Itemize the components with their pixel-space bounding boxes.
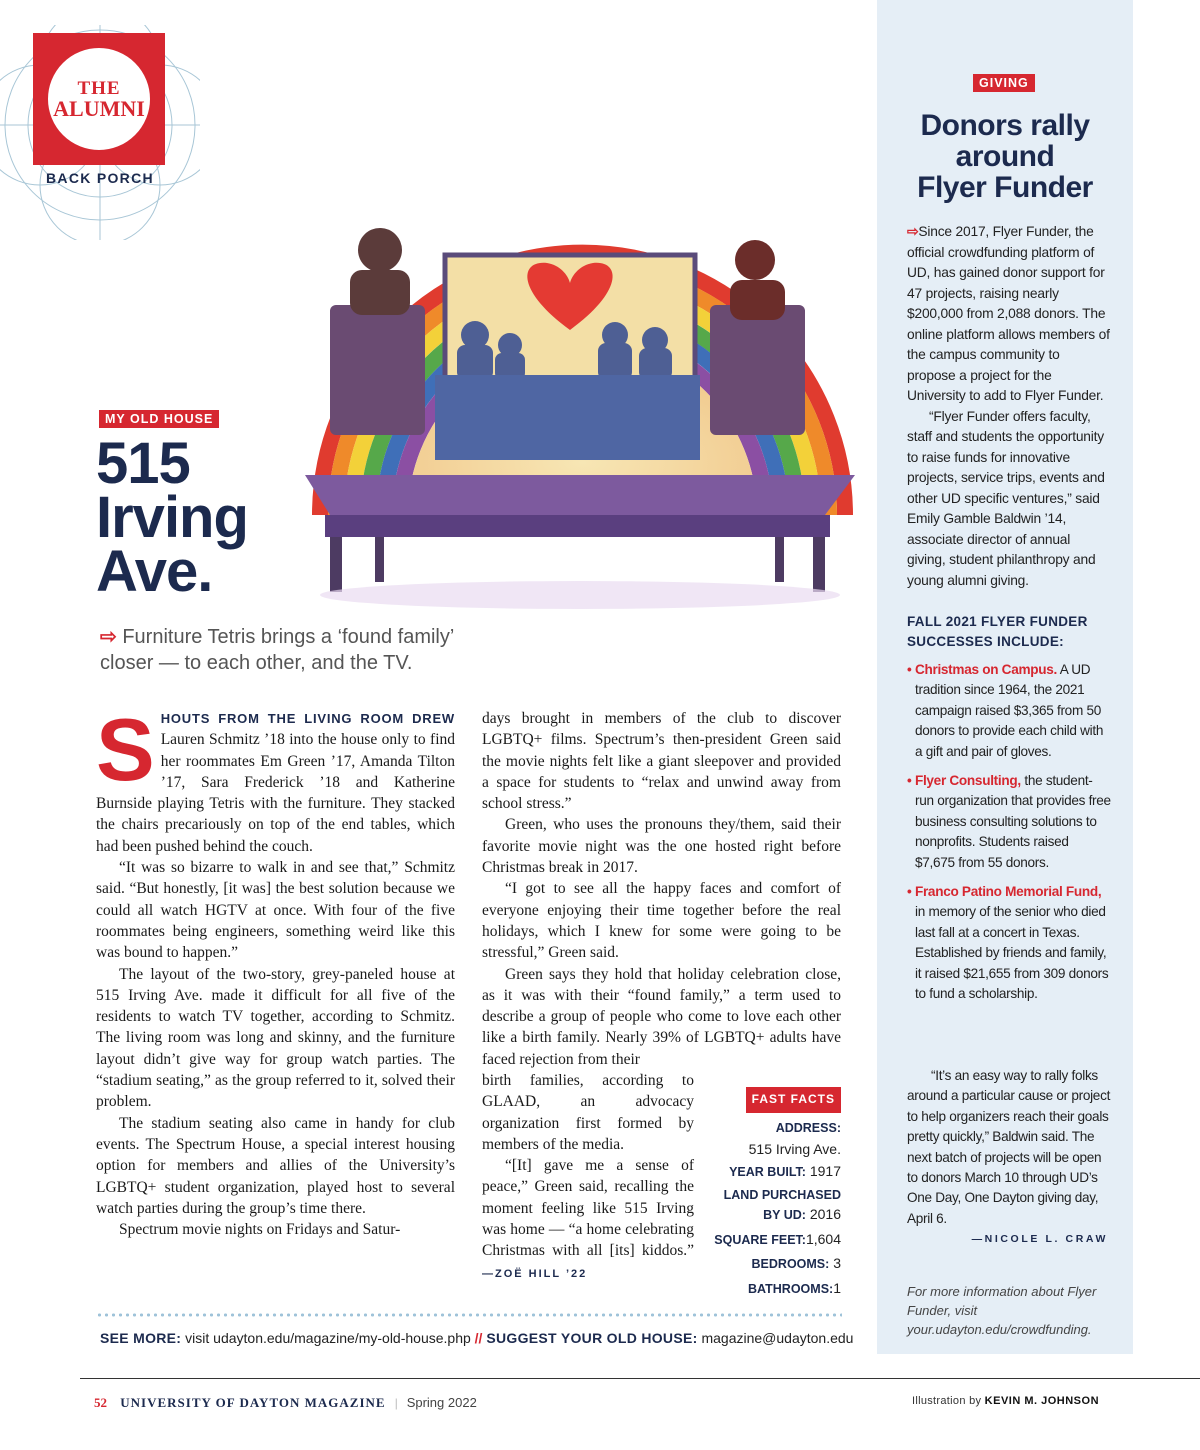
successes-list: [907, 660, 1111, 1014]
paragraph-9: Green says they hold that holiday celebration close, as it was with their “found family,” a term used to describe a group of people who come to love each other like a birth family. Nearly 39% of LGBTQ+ adults have faced rejection from their: [482, 965, 841, 1068]
see-more-link[interactable]: visit udayton.edu/magazine/my-old-house.php: [185, 1330, 471, 1346]
list-item: • Christmas on Campus. A UD tradition since 1964, the 2021 campaign raised $3,365 from 50 donors to provide each child with a gift and pair of gloves.: [907, 662, 1104, 759]
logo-line-2: ALUMNI: [53, 95, 145, 121]
dotted-divider: [96, 1313, 842, 1317]
suggest-email-link[interactable]: magazine@udayton.edu: [701, 1330, 854, 1346]
issue-date: Spring 2022: [406, 1395, 477, 1410]
bathrooms-value: 1: [833, 1279, 841, 1296]
bedrooms-value: 3: [833, 1255, 841, 1271]
sidebar-title: [890, 110, 1120, 203]
credit-name: KEVIN M. JOHNSON: [984, 1395, 1100, 1407]
list-item: • Flyer Consulting, the student-run organization that provides free business consulting solutions to nonprofits. Students raised $7,675 from 55 donors.: [907, 773, 1111, 870]
sidebar-subhead: [907, 612, 1111, 652]
sidebar-subhead-line-1: FALL 2021 FLYER FUNDER: [907, 614, 1088, 629]
year-value: 1917: [809, 1162, 841, 1179]
story-tag: MY OLD HOUSE: [99, 410, 219, 428]
lead-in: HOUTS FROM THE LIVING ROOM DREW: [160, 711, 455, 726]
item-name: Flyer Consulting,: [914, 773, 1021, 789]
bathrooms-label: BATHROOMS:: [748, 1281, 834, 1296]
suggest-label: SUGGEST YOUR OLD HOUSE:: [486, 1330, 698, 1346]
see-more-label: SEE MORE:: [100, 1330, 182, 1346]
bedrooms-label: BEDROOMS:: [751, 1257, 830, 1271]
paragraph-5: Spectrum movie nights on Fridays and Satur-: [119, 1221, 401, 1239]
sidebar-signature: —NICOLE L. CRAW: [971, 1233, 1108, 1245]
paragraph-10: birth families, according to GLAAD, an advocacy organization first formed by members of the media.: [482, 1072, 694, 1153]
page-number: 52: [94, 1395, 107, 1410]
sidebar-title-line-1: Donors rally: [920, 109, 1090, 142]
paragraph-1: Lauren Schmitz ’18 into the house only to find her roommates Em Green ’17, Amanda Tilton ’17, Sara Frederick ’18 and Katherine Burnside playing Tetris with the furniture. They stacked the chairs precariously on top of the end tables, which had been pushed behind the couch.: [96, 731, 455, 855]
story-column-2: [482, 708, 841, 1070]
item-text: A UD tradition since 1964, the 2021 campaign raised $3,365 from 50 donors to provide each child with a gift and pair of gloves.: [915, 662, 1104, 759]
magazine-name: UNIVERSITY OF DAYTON MAGAZINE: [120, 1395, 386, 1410]
item-text: the student-run organization that provides free business consulting solutions to nonprofits. Students raised $7,675 from 55 donors.: [915, 773, 1111, 870]
sidebar-tag: GIVING: [973, 74, 1035, 92]
paragraph-8: “I got to see all the happy faces and comfort of everyone enjoying their time together before the real holidays, which I knew for some were going to be stressful,” Green said.: [482, 880, 841, 962]
paragraph-3: The layout of the two-story, grey-paneled house at 515 Irving Ave. made it difficult for all five of the residents to watch TV together, according to Schmitz. The living room was long and skinny, and the furniture layout didn’t give way for group watch parties. The “stadium seating,” as the group referred to it, solved their problem.: [96, 965, 455, 1111]
paragraph-4: The stadium seating also came in handy for club events. The Spectrum House, a special interest housing option for members and allies of the University’s LGBTQ+ student organization, played host to several watch parties during the group’s time there.: [96, 1114, 455, 1217]
sidebar-subhead-line-2: SUCCESSES INCLUDE:: [907, 634, 1064, 649]
sqft-label: SQUARE FEET:: [714, 1232, 806, 1247]
title-line-1: 515: [96, 431, 190, 496]
credit-prefix: Illustration by: [912, 1395, 982, 1407]
rainbow-illustration: [285, 185, 880, 615]
paragraph-2: “It was so bizarre to walk in and see that,” Schmitz said. “But honestly, [it was] the best solution because we could all watch HGTV at once. With four of the five roommates being engineers, something weird like this was bound to happen.”: [96, 859, 455, 962]
address-value: 515 Irving Ave.: [748, 1141, 841, 1157]
story-title: [96, 431, 248, 604]
land-label-1: LAND PURCHASED: [723, 1188, 841, 1202]
sidebar-title-line-2: around: [955, 140, 1055, 173]
logo-line-1: THE: [77, 77, 121, 99]
sidebar-quote-text: “It’s an easy way to rally folks around a particular cause or project to help organizers reach their goals pretty quickly,” Baldwin said. The next batch of projects will be open to donors March 10 through UD’s One Day, One Dayton giving day, April 6.: [907, 1068, 1111, 1226]
item-name: Christmas on Campus.: [914, 662, 1057, 677]
arrow-icon: ⇨: [100, 626, 117, 648]
deck-text: Furniture Tetris brings a ‘found family’ closer — to each other, and the TV.: [100, 626, 454, 674]
sqft-value: 1,604: [805, 1230, 841, 1247]
sidebar-more-info: For more information about Flyer Funder, visit your.udayton.edu/crowdfunding.: [907, 1284, 1097, 1337]
paragraph-7: Green, who uses the pronouns they/them, said their favorite movie night was the one hosted right before Christmas break in 2017.: [482, 816, 841, 877]
list-item: • Franco Patino Memorial Fund, in memory of the senior who died last fall at a concert in Texas. Established by friends and family, it raised $21,655 from 309 donors to fund a scholarship.: [907, 884, 1109, 1002]
the-alumni-logo: [46, 46, 152, 152]
arrow-icon: ⇨: [907, 224, 919, 239]
sidebar-quote: [907, 1066, 1111, 1229]
item-name: Franco Patino Memorial Fund,: [914, 884, 1102, 900]
story-column-2-narrow: [482, 1070, 694, 1285]
section-label: BACK PORCH: [46, 170, 154, 186]
land-value: 2016: [809, 1206, 841, 1222]
address-label: ADDRESS:: [775, 1120, 841, 1135]
fast-facts-tag: FAST FACTS: [746, 1087, 841, 1113]
sidebar-paragraph-1: Since 2017, Flyer Funder, the official crowdfunding platform of UD, has gained donor support for 47 projects, raising nearly $200,000 from 2,088 donors. The online platform allows members of the campus community to propose a project for the University to add to Flyer Funder.: [907, 224, 1110, 403]
folio-divider: |: [394, 1395, 398, 1410]
fast-facts: [700, 1087, 841, 1300]
title-line-2: Irving: [96, 485, 248, 550]
land-label-2: BY UD:: [763, 1208, 806, 1222]
story-deck: [100, 624, 480, 676]
see-more-separator: //: [474, 1330, 483, 1346]
title-line-3: Ave.: [96, 539, 213, 604]
sidebar-body: [907, 222, 1111, 591]
item-text: in memory of the senior who died last fall at a concert in Texas. Established by friends and family, it raised $21,655 from 309 donors to fund a scholarship.: [915, 904, 1109, 1002]
story-signature: —ZOË HILL ’22: [482, 1267, 588, 1280]
illustration-credit: [912, 1395, 1099, 1407]
see-more-line: [100, 1330, 853, 1346]
drop-cap: S: [96, 700, 155, 799]
paragraph-11: “[It] gave me a sense of peace,” Green said, recalling the moment feeling like 515 Irving was home — “a home celebrating Christmas with all [its] kiddos.”: [482, 1157, 694, 1260]
story-column-1: [96, 700, 455, 1240]
footer-rule: [80, 1378, 1200, 1379]
paragraph-6: days brought in members of the club to discover LGBTQ+ films. Spectrum’s then-president Green said the movie nights felt like a giant sleepover and provided a space for students to “relax and unwind away from school stress.”: [482, 710, 841, 813]
year-label: YEAR BUILT:: [729, 1164, 806, 1179]
sidebar-title-line-3: Flyer Funder: [917, 171, 1093, 204]
sidebar-paragraph-2: “Flyer Funder offers faculty, staff and students the opportunity to raise funds for innovative projects, service trips, events and other UD specific ventures,” said Emily Gamble Baldwin ’14, associate director of annual giving, student philanthropy and young alumni giving.: [907, 408, 1105, 588]
folio: [94, 1395, 477, 1411]
